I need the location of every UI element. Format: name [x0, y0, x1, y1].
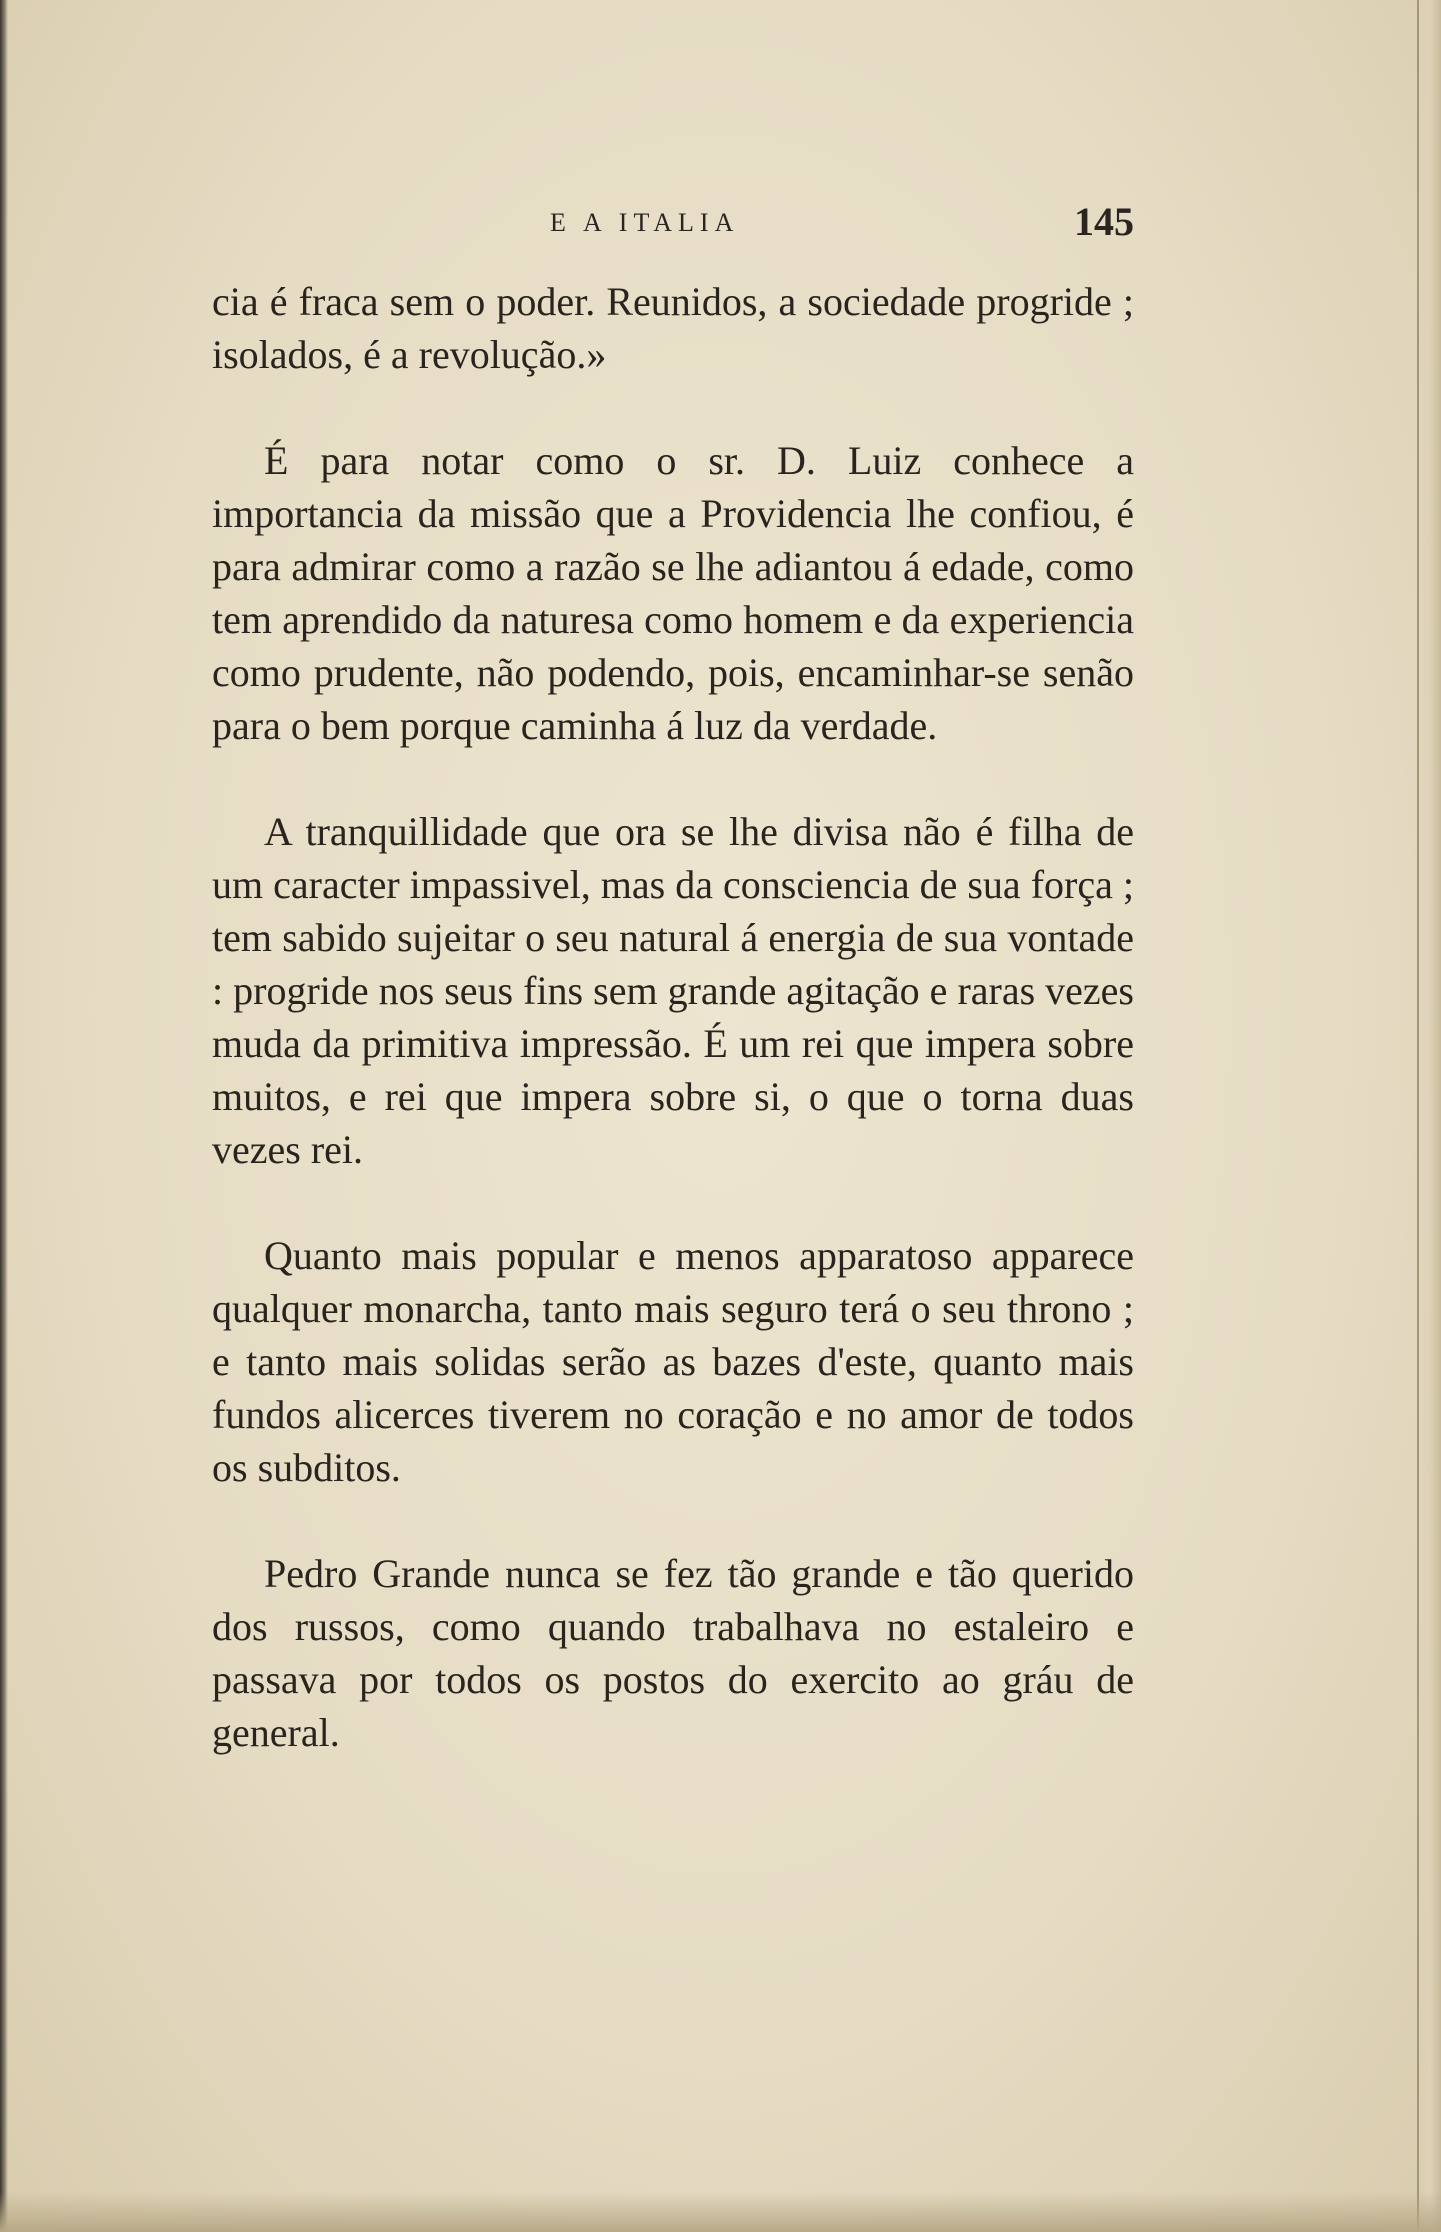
paragraph: Pedro Grande nunca se fez tão grande e tão querido dos russos, como quando trabalhava no estaleiro e passava por todos os postos do exercito ao gráu de general.: [212, 1551, 1134, 1755]
paragraph-continuation: cia é fraca sem o poder. Reunidos, a sociedade progride ; isolados, é a revolução.»: [212, 279, 1134, 377]
page-right-edge: [1417, 0, 1441, 2232]
page-bottom-edge: [0, 2192, 1441, 2232]
paragraph: A tranquillidade que ora se lhe divisa não é filha de um caracter impassivel, mas da consciencia de sua força ; tem sabido sujeitar o seu natural á energia de sua vontade : progride nos seus fins sem grande agitação e raras vezes muda da primitiva impressão. É um rei que impera sobre muitos, e rei que impera sobre si, o que o torna duas vezes rei.: [212, 809, 1134, 1172]
paragraph: É para notar como o sr. D. Luiz conhece a importancia da missão que a Providencia lhe confiou, é para admirar como a razão se lhe adiantou á edade, como tem aprendido da naturesa como homem e da experiencia como prudente, não podendo, pois, encaminhar-se senão para o bem porque caminha á luz da verdade.: [212, 438, 1134, 748]
page-header: [212, 198, 1134, 248]
page-left-edge: [0, 0, 8, 2232]
paragraph: Quanto mais popular e menos apparatoso apparece qualquer monarcha, tanto mais seguro terá o seu throno ; e tanto mais solidas serão as bazes d'este, quanto mais fundos alicerces tiverem no coração e no amor de todos os subditos.: [212, 1233, 1134, 1490]
page-number: 145: [1074, 199, 1134, 244]
running-title: E A ITALIA: [550, 208, 740, 237]
body-text: [212, 275, 1134, 1759]
